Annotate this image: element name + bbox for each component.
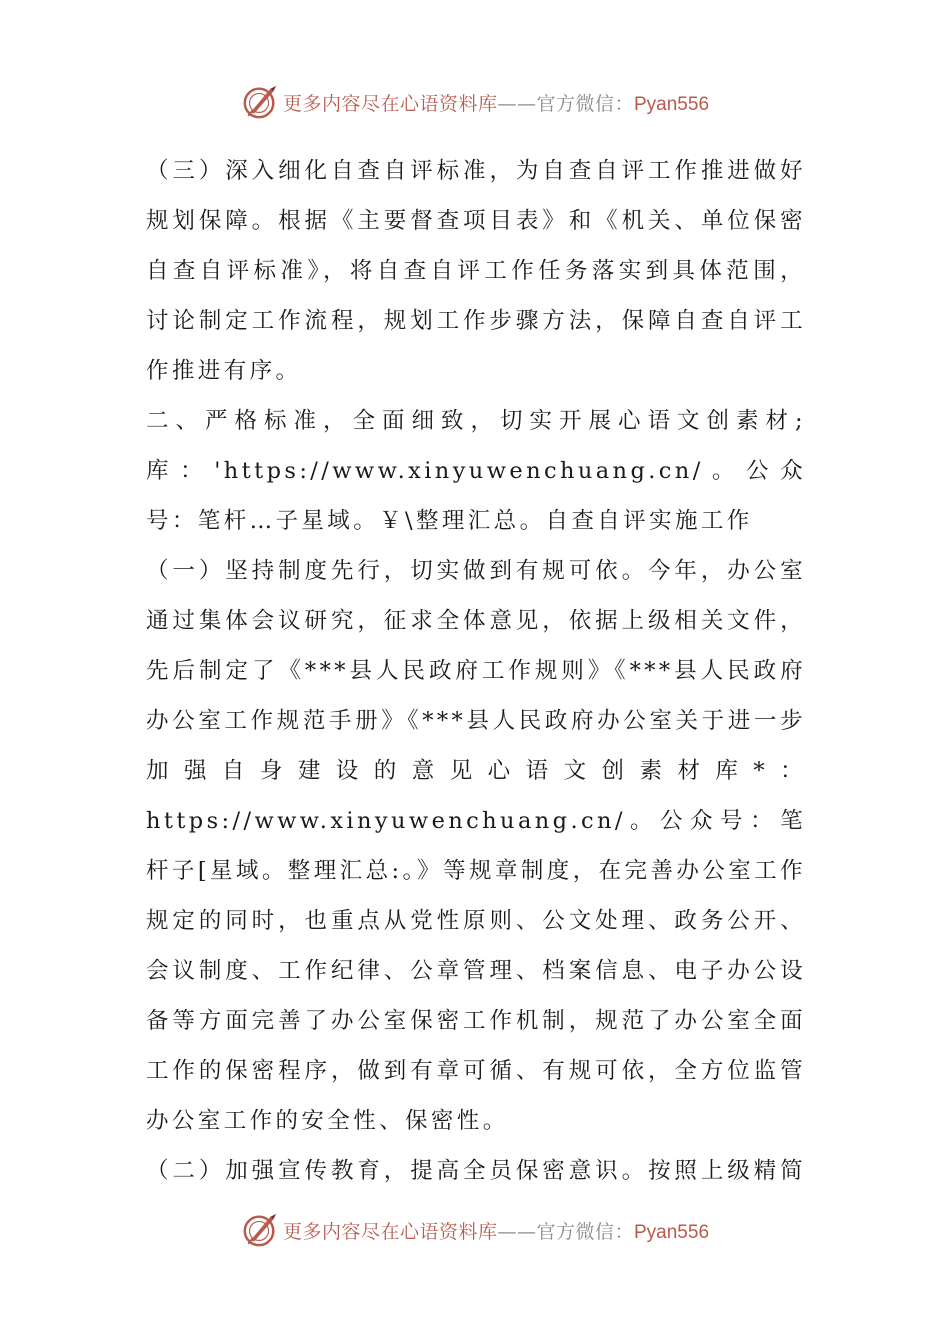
paragraph-section-3: （三）深入细化自查自评标准，为自查自评工作推进做好规划保障。根据《主要督查项目表》和《机关、单位保密自查自评标准》，将自查自评工作任务落实到具体范围，讨论制定工作流程，规划工作步骤方法，保障自查自评工作推进有序。 <box>146 158 806 384</box>
document-body <box>146 146 806 1196</box>
paragraph-heading-2-text: 二、严格标准，全面细致，切实开展心语文创素材;库：'https://www.xinyuwenchuang.cn/。公众号：笔杆…子星域。￥\整理汇总。自查自评实施工作 <box>146 408 806 534</box>
header-wechat-id: Pyan556 <box>634 93 710 115</box>
header-banner <box>0 80 950 124</box>
quill-logo-icon <box>241 1211 279 1249</box>
header-banner-text: 更多内容尽在心语资料库——官方微信：Pyan556 <box>282 92 710 115</box>
footer-banner <box>0 1208 950 1252</box>
paragraph-section-2: （二）加强宣传教育，提高全员保密意识。按照上级精简 <box>146 1158 806 1184</box>
paragraph-section-1: （一）坚持制度先行，切实做到有规可依。今年，办公室通过集体会议研究，征求全体意见，依据上级相关文件，先后制定了《***县人民政府工作规则》《***县人民政府办公室工作规范手册》《***县人民政府办公室关于进一步加强自身建设的意见心语文创素材库*：https://www.xinyuwenchuang.cn/。公众号：笔杆子[星域。整理汇总:。》等规章制度，在完善办公室工作规定的同时，也重点从党性原则、公文处理、政务公开、会议制度、工作纪律、公章管理、档案信息、电子办公设备等方面完善了办公室保密工作机制，规范了办公室全面工作的保密程序，做到有章可循、有规可依，全方位监管办公室工作的安全性、保密性。 <box>146 558 806 1134</box>
paragraph-heading-2 <box>146 396 806 546</box>
quill-logo-icon <box>241 83 279 121</box>
footer-wechat-id: Pyan556 <box>634 1221 710 1243</box>
footer-banner-text: 更多内容尽在心语资料库——官方微信：Pyan556 <box>282 1220 710 1243</box>
